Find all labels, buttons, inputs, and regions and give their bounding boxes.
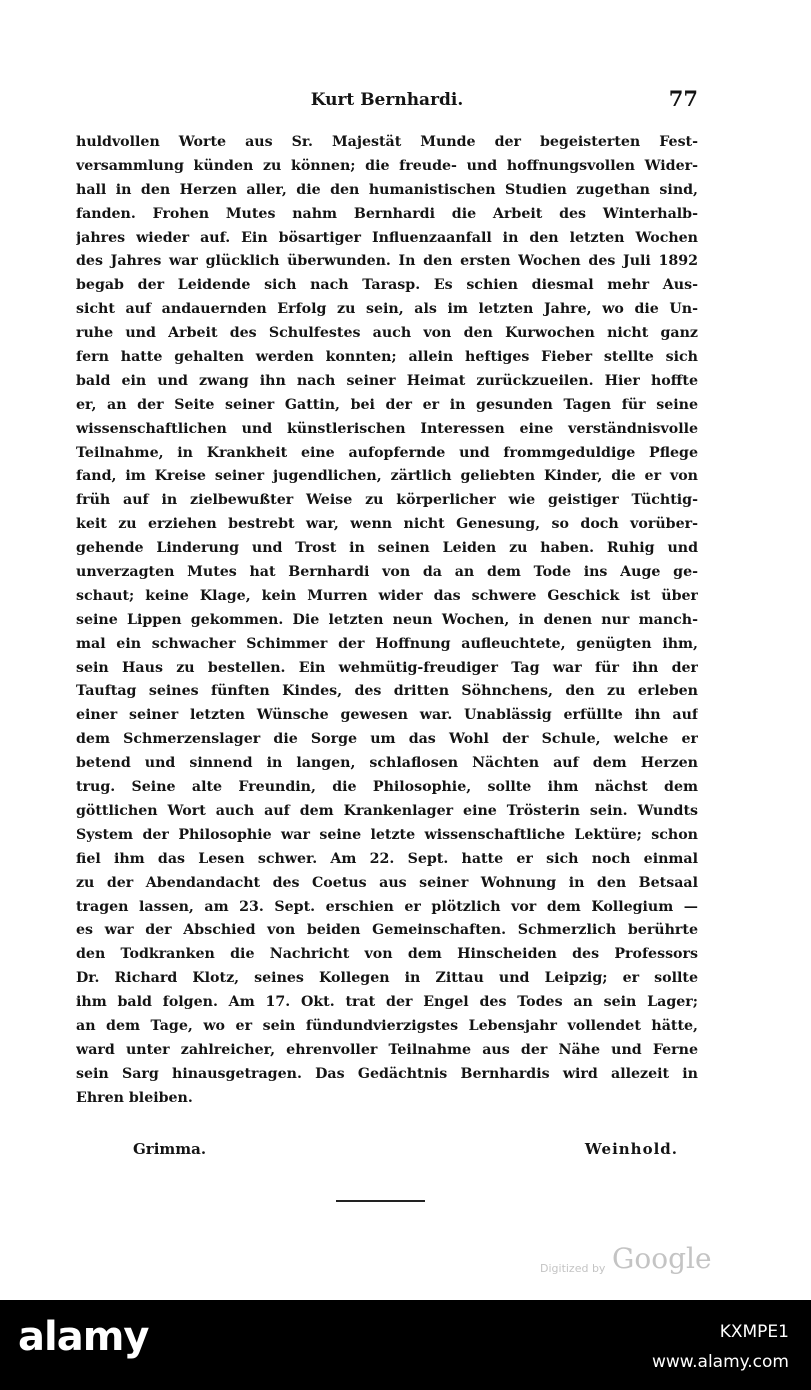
text-line: jahres wieder auf. Ein bösartiger Influenzaanfall in den letzten Wochen [76,229,698,246]
text-line: ruhe und Arbeit des Schulfestes auch von den Kurwochen nicht ganz [76,325,698,342]
closing-rule [336,1200,425,1202]
text-line: sein Sarg hinausgetragen. Das Gedächtnis Bernhardis wird allezeit in [76,1065,698,1082]
text-line: huldvollen Worte aus Sr. Majestät Munde der begeisterten Fest- [76,134,698,150]
signature-author: Weinhold. [584,1140,678,1158]
text-line: Ehren bleiben. [76,1089,193,1106]
text-line: sicht auf andauernden Erfolg zu sein, als im letzten Jahre, wo die Un- [76,301,698,318]
text-line: Tauftag seines fünften Kindes, des dritten Söhnchens, den zu erleben [76,683,698,700]
text-line: früh auf in zielbewußter Weise zu körperlicher wie geistiger Tüchtig- [76,492,698,509]
text-line: versammlung künden zu können; die freude- und hoffnungsvollen Wider- [76,157,698,174]
google-wordmark: Google [612,1242,712,1275]
text-line: keit zu erziehen bestrebt war, wenn nicht Genesung, so doch vorüber- [76,516,698,533]
text-line: den Todkranken die Nachricht von dem Hinscheiden des Professors [76,946,698,963]
text-line: an dem Tage, wo er sein fündundvierzigstes Lebensjahr vollendet hätte, [76,1017,698,1034]
text-line: Dr. Richard Klotz, seines Kollegen in Zittau und Leipzig; er sollte [76,970,698,987]
page-header [76,86,698,118]
text-line: wissenschaftlichen und künstlerischen Interessen eine verständnisvolle [76,420,698,437]
text-line: göttlichen Wort auch auf dem Krankenlager eine Trösterin sein. Wundts [76,802,698,819]
digitized-watermark [540,1240,710,1280]
digitized-prefix: Digitized by [540,1262,606,1275]
text-line: fanden. Frohen Mutes nahm Bernhardi die Arbeit des Winterhalb- [76,205,698,222]
text-line: einer seiner letzten Wünsche gewesen war. Unablässig erfüllte ihn auf [76,707,698,724]
text-line: mal ein schwacher Schimmer der Hoffnung aufleuchtete, genügten ihm, [76,635,698,652]
text-line: begab der Leidende sich nach Tarasp. Es schien diesmal mehr Aus- [76,277,698,294]
text-line: gehende Linderung und Trost in seinen Leiden zu haben. Ruhig und [76,540,698,557]
stock-banner [0,1300,811,1390]
text-line: bald ein und zwang ihn nach seiner Heimat zurückzueilen. Hier hoffte [76,372,698,389]
alamy-logo: alamy [18,1314,149,1360]
text-line: ihm bald folgen. Am 17. Okt. trat der Engel des Todes an sein Lager; [76,994,698,1011]
text-line: schaut; keine Klage, kein Murren wider das schwere Geschick ist über [76,587,698,604]
image-id: KXMPE1 [719,1322,789,1342]
text-line: hall in den Herzen aller, die den humanistischen Studien zugethan sind, [76,181,698,198]
text-line: des Jahres war glücklich überwunden. In den ersten Wochen des Juli 1892 [76,253,698,270]
text-line: sein Haus zu bestellen. Ein wehmütig-freudiger Tag war für ihn der [76,659,698,676]
running-title: Kurt Bernhardi. [310,90,464,110]
body-text [76,131,698,1111]
page-number: 77 [668,86,698,111]
text-line: zu der Abendandacht des Coetus aus seiner Wohnung in den Betsaal [76,874,698,891]
signature-place: Grimma. [133,1140,207,1158]
text-line: tragen lassen, am 23. Sept. erschien er plötzlich vor dem Kollegium — [76,898,698,915]
signature-line [133,1140,678,1164]
text-line: unverzagten Mutes hat Bernhardi von da an dem Tode ins Auge ge- [76,564,698,581]
text-line: System der Philosophie war seine letzte wissenschaftliche Lektüre; schon [76,826,698,843]
text-line: ward unter zahlreicher, ehrenvoller Teilnahme aus der Nähe und Ferne [76,1041,698,1058]
text-line: Teilnahme, in Krankheit eine aufopfernde und frommgeduldige Pflege [76,444,698,461]
text-line: es war der Abschied von beiden Gemeinschaften. Schmerzlich berührte [76,922,698,939]
text-line: er, an der Seite seiner Gattin, bei der er in gesunden Tagen für seine [76,396,698,413]
text-line: seine Lippen gekommen. Die letzten neun Wochen, in denen nur manch- [76,611,698,628]
text-line: fern hatte gehalten werden konnten; allein heftiges Fieber stellte sich [76,349,698,366]
text-line: dem Schmerzenslager die Sorge um das Wohl der Schule, welche er [76,731,698,748]
text-line: betend und sinnend in langen, schlaflosen Nächten auf dem Herzen [76,755,698,772]
text-line: trug. Seine alte Freundin, die Philosophie, sollte ihm nächst dem [76,779,698,796]
banner-url: www.alamy.com [651,1352,789,1372]
text-line: fiel ihm das Lesen schwer. Am 22. Sept. hatte er sich noch einmal [76,850,698,867]
text-line: fand, im Kreise seiner jugendlichen, zärtlich geliebten Kinder, die er von [76,468,698,485]
